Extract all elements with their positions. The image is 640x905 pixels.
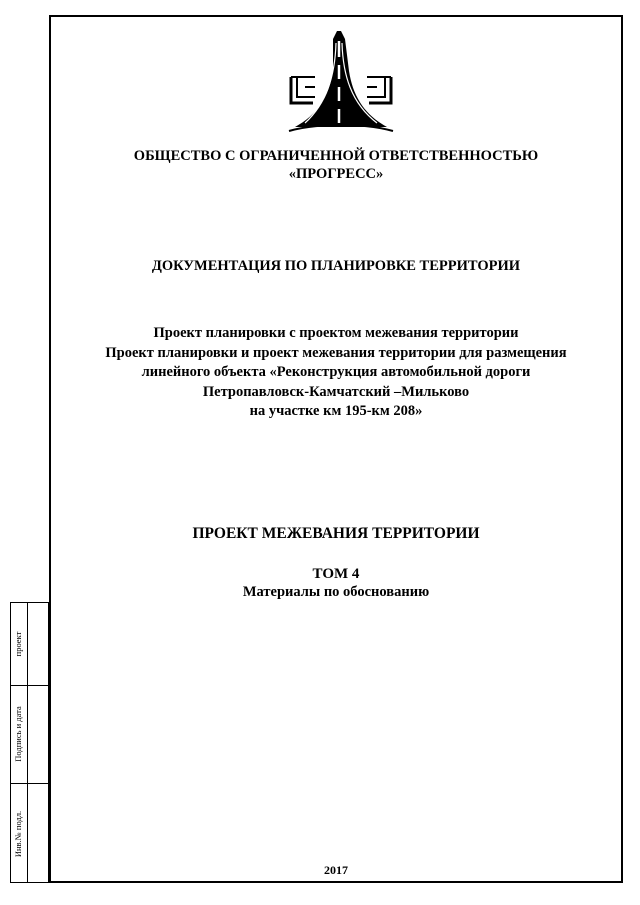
stamp-inventory-label: Инв.№ подл. bbox=[13, 810, 23, 858]
volume-number: ТОМ 4 bbox=[312, 566, 360, 582]
document-year: 2017 bbox=[324, 863, 348, 877]
organization-name: ОБЩЕСТВО С ОГРАНИЧЕННОЙ ОТВЕТСТВЕННОСТЬЮ bbox=[133, 148, 539, 164]
project-line: Проект планировки и проект межевания территории для размещения bbox=[105, 344, 567, 361]
approval-stamp bbox=[10, 602, 49, 883]
section-title: ПРОЕКТ МЕЖЕВАНИЯ ТЕРРИТОРИИ bbox=[192, 525, 480, 542]
organization-quoted-name: «ПРОГРЕСС» bbox=[288, 166, 384, 182]
stamp-project-label: проект bbox=[13, 631, 23, 657]
project-line: Проект планировки с проектом межевания территории bbox=[153, 325, 519, 341]
project-line: на участке км 195-км 208» bbox=[249, 403, 423, 420]
document-type: ДОКУМЕНТАЦИЯ ПО ПЛАНИРОВКЕ ТЕРРИТОРИИ bbox=[151, 258, 521, 274]
project-line: линейного объекта «Реконструкция автомобильной дороги bbox=[141, 364, 531, 381]
project-description bbox=[49, 324, 623, 422]
volume-subtitle: Материалы по обоснованию bbox=[242, 584, 430, 600]
project-line: Петропавловск-Камчатский –Мильково bbox=[202, 383, 470, 400]
stamp-sign-date-label: Подпись и дата bbox=[13, 706, 23, 762]
stamp-divider bbox=[27, 603, 28, 882]
road-logo-icon bbox=[287, 31, 395, 135]
